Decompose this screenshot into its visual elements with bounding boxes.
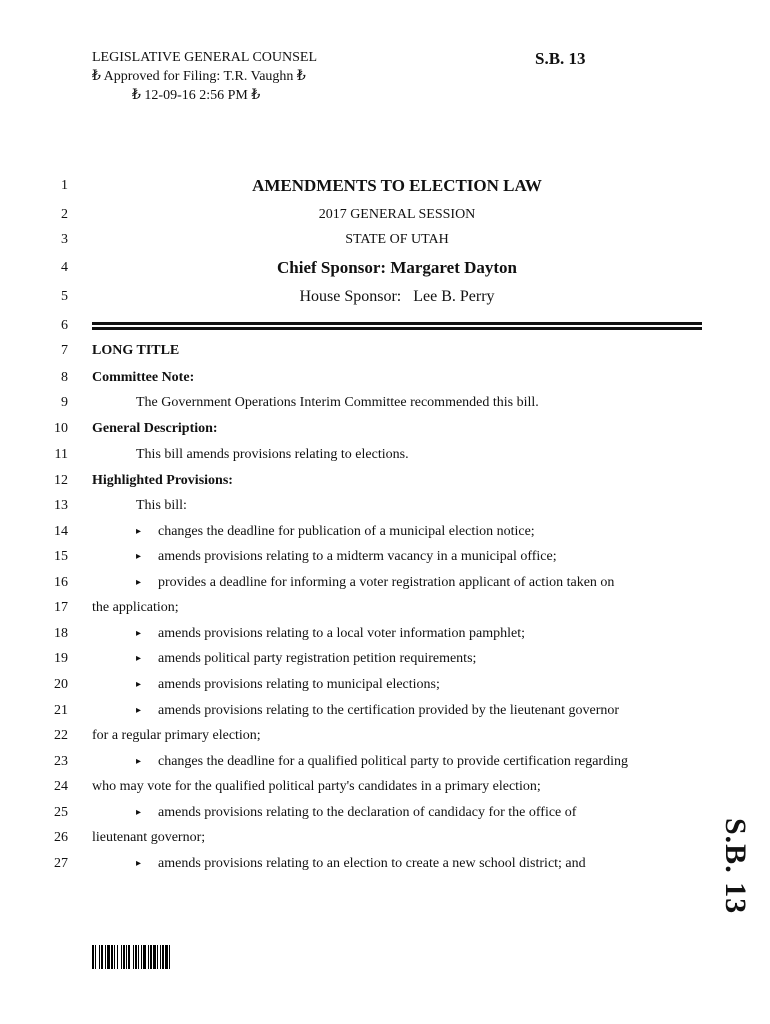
provision-text: amends provisions relating to a local voter information pamphlet; (158, 626, 526, 641)
provision-item (136, 575, 614, 591)
long-title-heading: LONG TITLE (92, 343, 180, 358)
bullet-icon: ▸ (136, 679, 142, 690)
provision-text: amends provisions relating to the declaration of candidacy for the office of (158, 805, 577, 820)
provision-item (136, 651, 476, 667)
counsel-line: LEGISLATIVE GENERAL COUNSEL (92, 50, 318, 65)
provision-item (136, 805, 576, 821)
provision-continuation: for a regular primary election; (92, 728, 261, 743)
line-number: 23 (54, 754, 68, 769)
side-bill-number: S.B. 13 (719, 818, 752, 915)
barcode-icon (92, 945, 230, 969)
approval-line: ₺ Approved for Filing: T.R. Vaughn ₺ (92, 69, 306, 84)
line-number: 15 (54, 549, 68, 564)
line-number: 25 (54, 805, 68, 820)
line-number: 18 (54, 626, 68, 641)
session-line: 2017 GENERAL SESSION (318, 207, 476, 222)
bill-title: AMENDMENTS TO ELECTION LAW (252, 176, 542, 195)
bill-number: S.B. 13 (535, 49, 586, 68)
bullet-icon: ▸ (136, 551, 142, 562)
provision-item (136, 626, 525, 642)
provision-continuation: who may vote for the qualified political party's candidates in a primary election; (92, 779, 541, 794)
line-number: 4 (61, 260, 68, 275)
provision-item (136, 549, 557, 565)
line-number: 20 (54, 677, 68, 692)
line-number: 5 (61, 289, 68, 304)
line-number: 27 (54, 856, 68, 871)
title-rule-top (92, 322, 702, 325)
provision-text: amends provisions relating to municipal elections; (158, 677, 440, 692)
barcode-bar (170, 945, 172, 969)
bullet-icon: ▸ (136, 858, 142, 869)
provision-text: amends provisions relating to the certification provided by the lieutenant governor (158, 703, 620, 718)
bullet-icon: ▸ (136, 628, 142, 639)
bullet-icon: ▸ (136, 705, 142, 716)
line-number: 19 (54, 651, 68, 666)
filing-header (92, 48, 317, 105)
general-description-text: This bill amends provisions relating to elections. (136, 447, 409, 462)
provision-continuation: lieutenant governor; (92, 830, 206, 845)
provision-text: amends provisions relating to an election to create a new school district; and (158, 856, 586, 871)
highlighted-provisions-heading: Highlighted Provisions: (92, 473, 233, 488)
line-number: 9 (61, 395, 68, 410)
bullet-icon: ▸ (136, 577, 142, 588)
line-number: 12 (54, 473, 68, 488)
provision-item (136, 856, 586, 872)
line-number: 11 (54, 447, 68, 462)
bullet-icon: ▸ (136, 807, 142, 818)
provision-continuation: the application; (92, 600, 179, 615)
general-description-heading: General Description: (92, 421, 218, 436)
bullet-icon: ▸ (136, 756, 142, 767)
this-bill-intro: This bill: (136, 498, 187, 513)
line-number: 22 (54, 728, 68, 743)
bullet-icon: ▸ (136, 653, 142, 664)
provision-item (136, 677, 440, 693)
line-number: 14 (54, 524, 68, 539)
chief-sponsor: Chief Sponsor: Margaret Dayton (276, 258, 518, 277)
bullet-icon: ▸ (136, 526, 142, 537)
line-number: 10 (54, 421, 68, 436)
line-number: 24 (54, 779, 68, 794)
provision-text: amends political party registration petition requirements; (158, 651, 477, 666)
line-number: 13 (54, 498, 68, 513)
provision-text: provides a deadline for informing a voter registration applicant of action taken on (158, 575, 615, 590)
line-number: 1 (61, 178, 68, 193)
line-number: 7 (61, 343, 68, 358)
provision-item (136, 754, 628, 770)
provision-item (136, 524, 535, 540)
committee-note-text: The Government Operations Interim Committee recommended this bill. (136, 395, 539, 410)
line-number: 8 (61, 370, 68, 385)
line-number: 26 (54, 830, 68, 845)
line-number: 2 (61, 207, 68, 222)
house-sponsor: House Sponsor: Lee B. Perry (299, 288, 495, 305)
state-line: STATE OF UTAH (345, 232, 449, 247)
provision-item (136, 703, 619, 719)
provision-text: amends provisions relating to a midterm vacancy in a municipal office; (158, 549, 557, 564)
provision-text: changes the deadline for publication of a municipal election notice; (158, 524, 535, 539)
committee-note-heading: Committee Note: (92, 370, 195, 385)
provision-text: changes the deadline for a qualified political party to provide certification regarding (158, 754, 628, 769)
title-rule-bottom (92, 327, 702, 330)
line-number: 16 (54, 575, 68, 590)
line-number: 6 (61, 318, 68, 333)
line-number: 21 (54, 703, 68, 718)
line-number: 17 (54, 600, 68, 615)
filing-datetime: ₺ 12-09-16 2:56 PM ₺ (132, 88, 261, 103)
line-number: 3 (61, 232, 68, 247)
